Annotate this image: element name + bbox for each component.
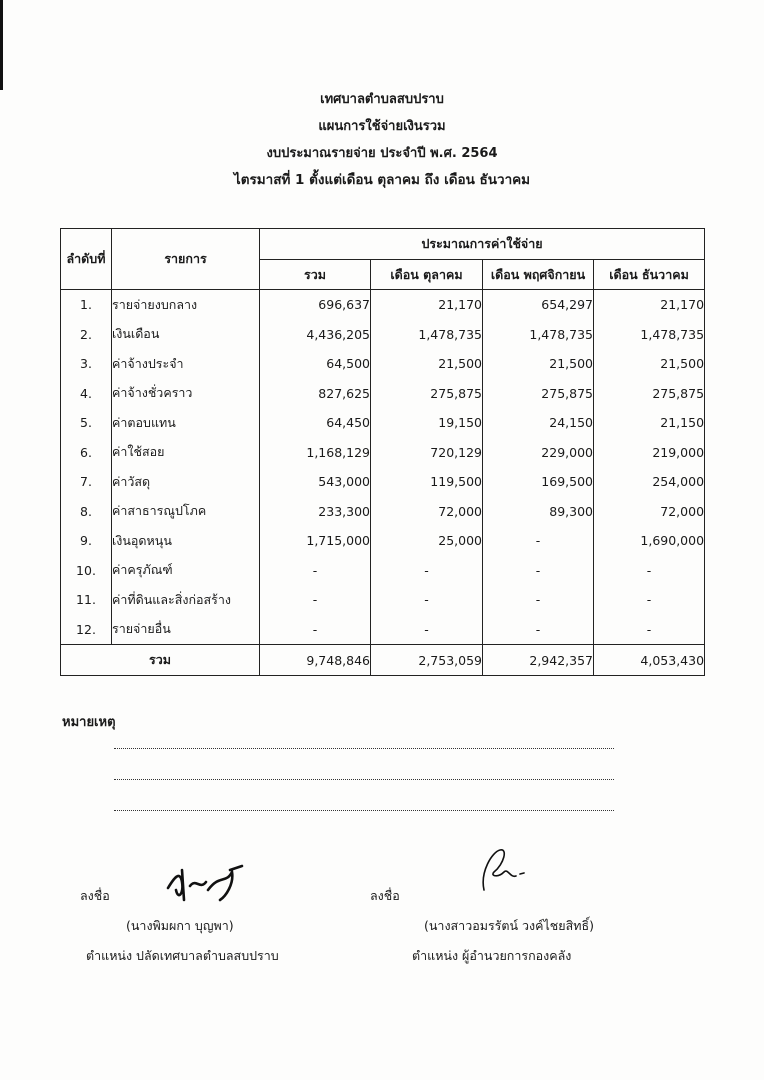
- row-no: 8.: [61, 497, 112, 527]
- col-header-item: รายการ: [112, 229, 260, 290]
- left-signer-position: ตำแหน่ง ปลัดเทศบาลตำบลสบปราบ: [86, 948, 279, 963]
- table-row: [61, 615, 705, 645]
- row-total: 64,450: [260, 408, 371, 438]
- row-no: 6.: [61, 438, 112, 468]
- total-label: รวม: [61, 645, 260, 676]
- row-total: 827,625: [260, 379, 371, 409]
- remarks-label: หมายเหตุ: [62, 715, 116, 730]
- row-nov: 654,297: [483, 290, 594, 320]
- row-no: 5.: [61, 408, 112, 438]
- table-row: [61, 585, 705, 615]
- total-sum: 9,748,846: [260, 645, 371, 676]
- row-nov: 21,500: [483, 349, 594, 379]
- remarks-line: [114, 779, 614, 780]
- org-name: เทศบาลตำบลสบปราบ: [320, 92, 444, 107]
- row-nov: 169,500: [483, 467, 594, 497]
- row-item: ค่าตอบแทน: [112, 408, 260, 438]
- budget-year: งบประมาณรายจ่าย ประจำปี พ.ศ. 2564: [266, 146, 498, 161]
- left-signature-mark: [160, 860, 250, 908]
- row-total: -: [260, 556, 371, 586]
- right-signer-position: ตำแหน่ง ผู้อำนวยการกองคลัง: [412, 948, 572, 963]
- right-signature-mark: [470, 842, 540, 898]
- row-no: 7.: [61, 467, 112, 497]
- row-dec: 275,875: [594, 379, 705, 409]
- row-item: ค่าจ้างประจำ: [112, 349, 260, 379]
- row-nov: -: [483, 585, 594, 615]
- row-nov: -: [483, 556, 594, 586]
- row-dec: -: [594, 585, 705, 615]
- row-total: 1,168,129: [260, 438, 371, 468]
- table-row: [61, 467, 705, 497]
- row-total: 64,500: [260, 349, 371, 379]
- row-dec: 21,500: [594, 349, 705, 379]
- row-nov: 24,150: [483, 408, 594, 438]
- table-row: [61, 290, 705, 320]
- row-no: 4.: [61, 379, 112, 409]
- total-dec: 4,053,430: [594, 645, 705, 676]
- row-oct: 275,875: [371, 379, 483, 409]
- table-row: [61, 379, 705, 409]
- col-header-total: รวม: [260, 260, 371, 290]
- row-item: ค่าใช้สอย: [112, 438, 260, 468]
- row-item: เงินอุดหนุน: [112, 526, 260, 556]
- row-nov: 1,478,735: [483, 320, 594, 350]
- row-no: 2.: [61, 320, 112, 350]
- row-item: รายจ่ายงบกลาง: [112, 290, 260, 320]
- left-sign-label: ลงชื่อ: [80, 888, 110, 903]
- row-oct: 21,500: [371, 349, 483, 379]
- total-nov: 2,942,357: [483, 645, 594, 676]
- right-sign-label: ลงชื่อ: [370, 888, 400, 903]
- row-nov: -: [483, 526, 594, 556]
- row-oct: 19,150: [371, 408, 483, 438]
- row-oct: 21,170: [371, 290, 483, 320]
- row-item: ค่าจ้างชั่วคราว: [112, 379, 260, 409]
- row-item: ค่าวัสดุ: [112, 467, 260, 497]
- row-total: 543,000: [260, 467, 371, 497]
- row-total: 696,637: [260, 290, 371, 320]
- row-item: รายจ่ายอื่น: [112, 615, 260, 645]
- row-oct: 119,500: [371, 467, 483, 497]
- table-row: [61, 349, 705, 379]
- row-total: -: [260, 585, 371, 615]
- row-oct: -: [371, 556, 483, 586]
- total-row: [61, 645, 705, 676]
- row-total: 1,715,000: [260, 526, 371, 556]
- row-dec: -: [594, 615, 705, 645]
- row-oct: 1,478,735: [371, 320, 483, 350]
- table-row: [61, 497, 705, 527]
- remarks-line: [114, 810, 614, 811]
- row-no: 10.: [61, 556, 112, 586]
- table-row: [61, 320, 705, 350]
- row-oct: -: [371, 615, 483, 645]
- col-header-estimate: ประมาณการค่าใช้จ่าย: [260, 229, 705, 260]
- row-total: -: [260, 615, 371, 645]
- col-header-nov: เดือน พฤศจิกายน: [483, 260, 594, 290]
- row-dec: 1,690,000: [594, 526, 705, 556]
- row-oct: 25,000: [371, 526, 483, 556]
- row-item: ค่าสาธารณูปโภค: [112, 497, 260, 527]
- right-signer-name: (นางสาวอมรรัตน์ วงค์ไชยสิทธิ์): [424, 918, 594, 933]
- row-nov: -: [483, 615, 594, 645]
- col-header-dec: เดือน ธันวาคม: [594, 260, 705, 290]
- row-dec: 21,150: [594, 408, 705, 438]
- document-title: แผนการใช้จ่ายเงินรวม: [318, 119, 446, 134]
- row-nov: 229,000: [483, 438, 594, 468]
- row-no: 1.: [61, 290, 112, 320]
- row-item: ค่าที่ดินและสิ่งก่อสร้าง: [112, 585, 260, 615]
- table-row: [61, 438, 705, 468]
- table-row: [61, 408, 705, 438]
- row-no: 9.: [61, 526, 112, 556]
- total-oct: 2,753,059: [371, 645, 483, 676]
- row-dec: -: [594, 556, 705, 586]
- row-nov: 89,300: [483, 497, 594, 527]
- remarks-line: [114, 748, 614, 749]
- quarter-period: ไตรมาสที่ 1 ตั้งแต่เดือน ตุลาคม ถึง เดือน ธันวาคม: [233, 172, 531, 188]
- row-dec: 1,478,735: [594, 320, 705, 350]
- row-no: 3.: [61, 349, 112, 379]
- col-header-oct: เดือน ตุลาคม: [371, 260, 483, 290]
- table-body: [61, 290, 705, 645]
- col-header-no: ลำดับที่: [61, 229, 112, 290]
- row-item: ค่าครุภัณฑ์: [112, 556, 260, 586]
- row-oct: 72,000: [371, 497, 483, 527]
- row-nov: 275,875: [483, 379, 594, 409]
- scan-edge: [0, 0, 3, 90]
- row-no: 12.: [61, 615, 112, 645]
- row-dec: 21,170: [594, 290, 705, 320]
- left-signer-name: (นางพิมผกา บุญพา): [126, 918, 234, 933]
- row-total: 4,436,205: [260, 320, 371, 350]
- row-dec: 219,000: [594, 438, 705, 468]
- row-dec: 72,000: [594, 497, 705, 527]
- document-header: [0, 86, 764, 194]
- row-item: เงินเดือน: [112, 320, 260, 350]
- table-row: [61, 556, 705, 586]
- row-total: 233,300: [260, 497, 371, 527]
- row-dec: 254,000: [594, 467, 705, 497]
- budget-table: [60, 228, 705, 676]
- row-no: 11.: [61, 585, 112, 615]
- row-oct: -: [371, 585, 483, 615]
- table-row: [61, 526, 705, 556]
- row-oct: 720,129: [371, 438, 483, 468]
